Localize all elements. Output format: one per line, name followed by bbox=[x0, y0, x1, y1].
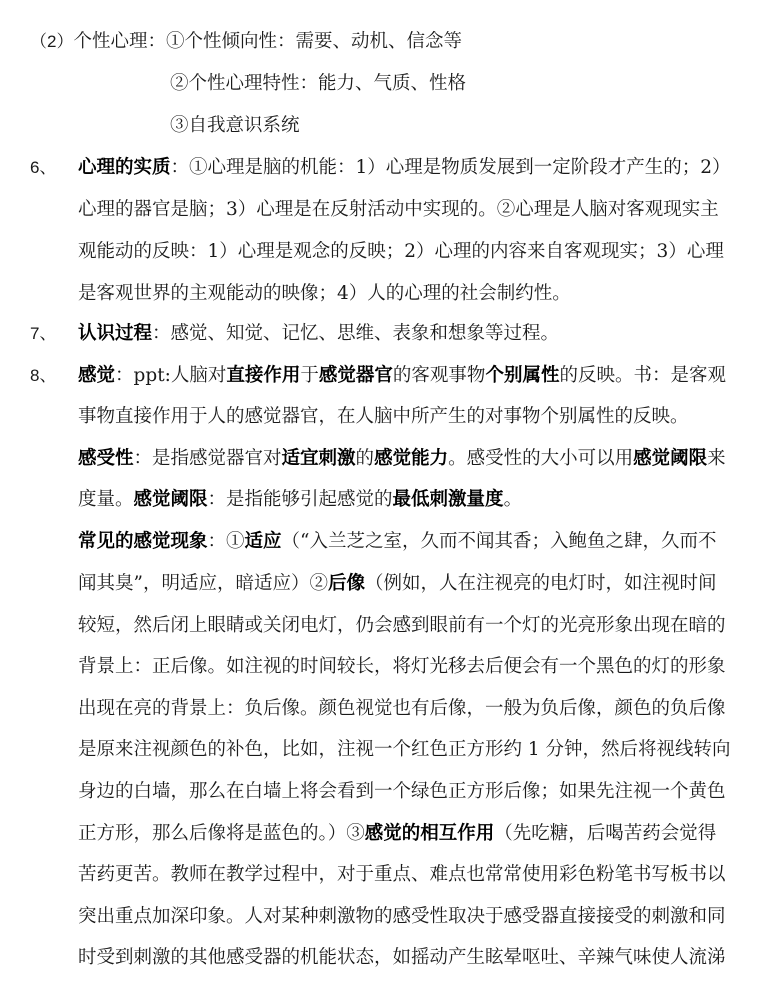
s8-text: ：是指感觉器官对 bbox=[133, 448, 282, 469]
s8-text: 来 bbox=[707, 448, 726, 469]
s8-line-1 bbox=[78, 364, 726, 388]
s8-text: 的反映。书：是客观 bbox=[559, 365, 726, 386]
s8-bold-term: 感觉阈限 bbox=[133, 489, 208, 510]
s7-text: ：感觉、知觉、记忆、思维、表象和想象等过程。 bbox=[152, 323, 560, 344]
s8-bold-term: 后像 bbox=[327, 573, 365, 594]
s8-bold-term: 最低刺激量度 bbox=[392, 489, 504, 510]
s8-bold-term: 感觉阈限 bbox=[633, 448, 708, 469]
s7-term: 认识过程 bbox=[78, 323, 153, 344]
s8-line-10: 是原来注视颜色的补色，比如，注视一个红色正方形约 1 分钟，然后将视线转向 bbox=[78, 739, 731, 760]
s8-line-12 bbox=[78, 822, 716, 846]
s8-text: （例如，人在注视亮的电灯时，如注视时间 bbox=[364, 573, 717, 594]
s5-line-1 bbox=[30, 30, 462, 54]
s8-text: ：是指能够引起感觉的 bbox=[207, 489, 393, 510]
s8-text: 度量。 bbox=[78, 489, 134, 510]
s8-line-14: 突出重点加深印象。人对某种刺激物的感受性取决于感受器直接接受的刺激和同 bbox=[78, 906, 726, 927]
s8-text: 闻其臭”，明适应，暗适应）② bbox=[78, 573, 328, 594]
s8-line-2: 事物直接作用于人的感觉器官，在人脑中所产生的对事物个别属性的反映。 bbox=[78, 406, 689, 427]
s6-line-4: 是客观世界的主观能动的映像；4）人的心理的社会制约性。 bbox=[78, 283, 571, 304]
s8-term: 感觉 bbox=[78, 365, 116, 386]
s8-text: （“入兰芝之室，久而不闻其香；入鲍鱼之肆，久而不 bbox=[281, 531, 717, 552]
s8-line-8: 背景上：正后像。如注视的时间较长，将灯光移去后便会有一个黑色的灯的形象 bbox=[78, 656, 726, 677]
s8-bold-term: 感觉器官 bbox=[318, 365, 393, 386]
s8-bold-term: 个别属性 bbox=[485, 365, 560, 386]
s8-bold-term: 适应 bbox=[244, 531, 282, 552]
s5-label: 个性心理： bbox=[73, 31, 166, 52]
s8-line-7: 较短，然后闭上眼睛或关闭电灯，仍会感到眼前有一个灯的光亮形象出现在暗的 bbox=[78, 615, 726, 636]
s8-line-9: 出现在亮的背景上：负后像。颜色视觉也有后像，一般为负后像，颜色的负后像 bbox=[78, 698, 726, 719]
s8-text: 的 bbox=[355, 448, 375, 469]
s8-text: 。感受性的大小可以用 bbox=[448, 448, 634, 469]
s8-line-3 bbox=[78, 447, 726, 471]
s8-line-13: 苦药更苦。教师在教学过程中，对于重点、难点也常常使用彩色粉笔书写板书以 bbox=[78, 864, 726, 885]
s8-text: 的客观事物 bbox=[392, 365, 486, 386]
s6-line-3: 观能动的反映：1）心理是观念的反映；2）心理的内容来自客观现实；3）心理 bbox=[78, 241, 724, 262]
s8-text: 正方形，那么后像将是蓝色的。）③ bbox=[78, 823, 365, 844]
s5-item-3: ③自我意识系统 bbox=[170, 115, 300, 136]
s8-bold-term: 感受性 bbox=[78, 448, 134, 469]
s8-bold-term: 感觉的相互作用 bbox=[364, 823, 495, 844]
s5-prefix: （2） bbox=[30, 32, 74, 51]
s6-term: 心理的实质 bbox=[78, 157, 171, 178]
s8-text: ：① bbox=[207, 531, 245, 552]
s5-item-2: ②个性心理特性：能力、气质、性格 bbox=[170, 73, 467, 94]
s8-line-11: 身边的白墙，那么在白墙上将会看到一个绿色正方形后像；如果先注视一个黄色 bbox=[78, 781, 726, 802]
s8-line-5 bbox=[78, 530, 717, 554]
s8-line-4 bbox=[78, 488, 522, 512]
s6-number: 6、 bbox=[30, 158, 57, 177]
s7-number: 7、 bbox=[30, 324, 57, 343]
s6-text-1: ：①心理是脑的机能：1）心理是物质发展到一定阶段才产生的；2） bbox=[170, 157, 731, 178]
s8-bold-term: 直接作用 bbox=[226, 365, 301, 386]
s8-number: 8、 bbox=[30, 366, 57, 385]
s7-line bbox=[78, 322, 559, 346]
s8-bold-term: 感觉能力 bbox=[374, 448, 449, 469]
s8-text: 于 bbox=[300, 365, 319, 386]
s8-text: （先吃糖，后喝苦药会觉得 bbox=[494, 823, 717, 844]
s8-line-15: 时受到刺激的其他感受器的机能状态，如摇动产生眩晕呕吐、辛辣气味使人流涕 bbox=[78, 947, 726, 968]
s5-item-1: ①个性倾向性：需要、动机、信念等 bbox=[165, 31, 462, 52]
s8-text: 。 bbox=[503, 489, 523, 510]
s6-line-1 bbox=[78, 156, 731, 180]
s8-bold-term: 常见的感觉现象 bbox=[78, 531, 208, 552]
s8-text: ：ppt:人脑对 bbox=[115, 365, 227, 386]
s8-bold-term: 适宜刺激 bbox=[281, 448, 356, 469]
s8-line-6 bbox=[78, 572, 717, 596]
s6-line-2: 心理的器官是脑；3）心理是在反射活动中实现的。②心理是人脑对客观现实主 bbox=[78, 199, 719, 220]
